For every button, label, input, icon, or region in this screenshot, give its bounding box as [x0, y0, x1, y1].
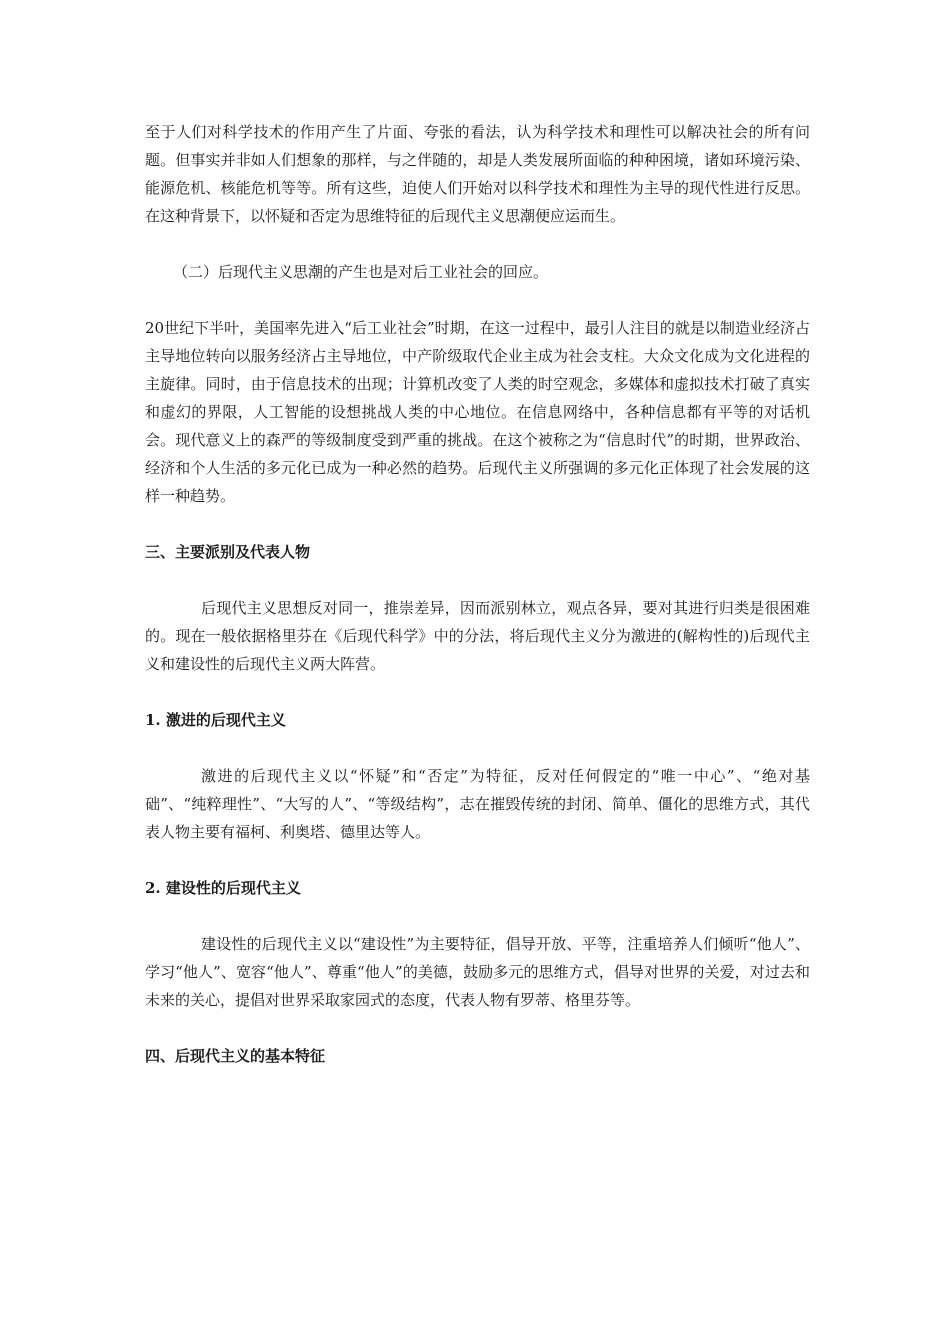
subheading-radical-postmodernism: 1. 激进的后现代主义	[145, 711, 286, 729]
document-body	[145, 118, 810, 1070]
paragraph-schools-intro: 后现代主义思想反对同一，推崇差异，因而派别林立，观点各异，要对其进行归类是很困难的。现在一般依据格里芬在《后现代科学》中的分法，将后现代主义分为激进的(解构性的)后现代主义和建设性的后现代主义两大阵营。	[145, 599, 810, 673]
subheading-constructive-postmodernism: 2. 建设性的后现代主义	[145, 879, 301, 897]
section-heading-characteristics: 四、后现代主义的基本特征	[145, 1047, 326, 1065]
section-heading-schools: 三、主要派别及代表人物	[145, 543, 311, 561]
paragraph-radical-postmodernism: 激进的后现代主义以“怀疑”和“否定”为特征，反对任何假定的“唯一中心”、“绝对基础”、“纯粹理性”、“大写的人”、“等级结构”，志在摧毁传统的封闭、简单、僵化的思维方式，其代表人物主要有福柯、利奥塔、德里达等人。	[145, 767, 810, 841]
paragraph-constructive-postmodernism: 建设性的后现代主义以“建设性”为主要特征，倡导开放、平等，注重培养人们倾听“他人”、学习“他人”、宽容“他人”、尊重“他人”的美德，鼓励多元的思维方式，倡导对世界的关爱，对过去和未来的关心，提倡对世界采取家园式的态度，代表人物有罗蒂、格里芬等。	[145, 935, 810, 1009]
paragraph-modernity-critique: 至于人们对科学技术的作用产生了片面、夸张的看法，认为科学技术和理性可以解决社会的所有问题。但事实并非如人们想象的那样，与之伴随的，却是人类发展所面临的种种困境，诸如环境污染、能源危机、核能危机等等。所有这些，迫使人们开始对以科学技术和理性为主导的现代性进行反思。在这种背景下，以怀疑和否定为思维特征的后现代主义思潮便应运而生。	[145, 123, 810, 225]
paragraph-post-industrial-society: 20世纪下半叶，美国率先进入“后工业社会”时期，在这一过程中，最引人注目的就是以制造业经济占主导地位转向以服务经济占主导地位，中产阶级取代企业主成为社会支柱。大众文化成为文化进程的主旋律。同时，由于信息技术的出现；计算机改变了人类的时空观念，多媒体和虚拟技术打破了真实和虚幻的界限，人工智能的设想挑战人类的中心地位。在信息网络中，各种信息都有平等的对话机会。现代意义上的森严的等级制度受到严重的挑战。在这个被称之为“信息时代”的时期，世界政治、经济和个人生活的多元化已成为一种必然的趋势。后现代主义所强调的多元化正体现了社会发展的这样一种趋势。	[145, 319, 810, 505]
paragraph-post-industrial-response: （二）后现代主义思潮的产生也是对后工业社会的回应。	[173, 263, 549, 281]
